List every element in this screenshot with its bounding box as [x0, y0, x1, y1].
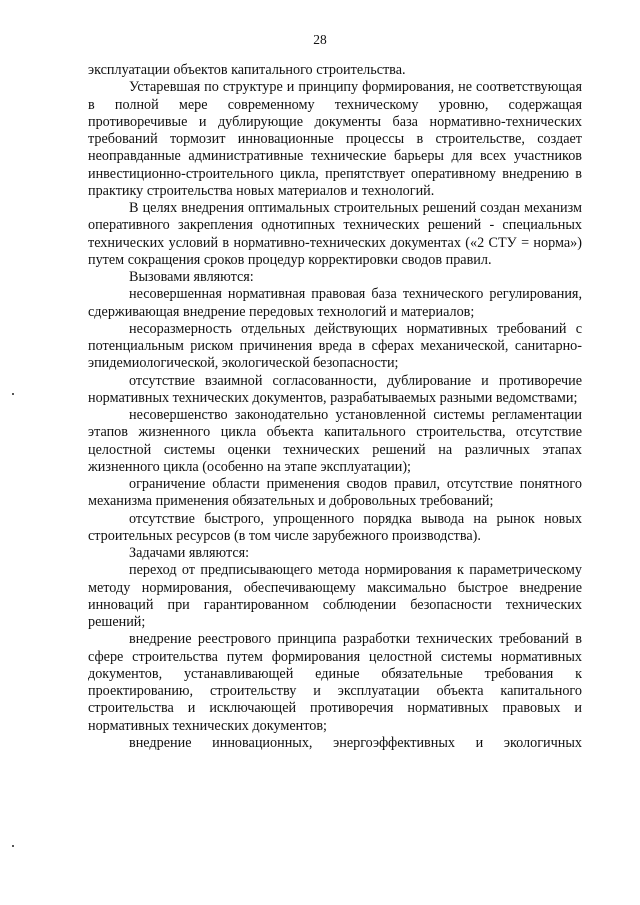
paragraph: переход от предписывающего метода нормирования к параметрическому методу нормирования, обеспечивающему максимально быстрое внедрение инноваций при гарантированном соблюдении безопасности технических решений; — [88, 562, 582, 630]
paragraph: отсутствие быстрого, упрощенного порядка вывода на рынок новых строительных ресурсов (в том числе зарубежного производства). — [88, 510, 582, 544]
paragraph: несоразмерность отдельных действующих нормативных требований с потенциальным риском причинения вреда в сферах механической, санитарно-эпидемиологической, экологической безопасности; — [88, 320, 582, 372]
paragraph: Задачами являются: — [129, 545, 250, 561]
scan-speck — [12, 393, 14, 395]
body-text — [88, 62, 582, 752]
scan-speck — [12, 845, 14, 847]
paragraph: отсутствие взаимной согласованности, дублирование и противоречие нормативных технических документов, разрабатываемых разными ведомствами; — [88, 372, 582, 406]
paragraph: Вызовами являются: — [129, 269, 254, 285]
paragraph: несовершенная нормативная правовая база технического регулирования, сдерживающая внедрение передовых технологий и материалов; — [88, 286, 582, 320]
paragraph: эксплуатации объектов капитального строительства. — [88, 62, 406, 78]
paragraph: В целях внедрения оптимальных строительных решений создан механизм оперативного закрепления однотипных технических решений - специальных технических условий в нормативно-технических документах («2 СТУ = норма») путем сокращения сроков процедур корректировки сводов правил. — [88, 200, 582, 268]
paragraph: ограничение области применения сводов правил, отсутствие понятного механизма применения обязательных и добровольных требований; — [88, 476, 582, 510]
paragraph: внедрение инновационных, энергоэффективных и экологичных — [129, 734, 582, 751]
paragraph: несовершенство законодательно установленной системы регламентации этапов жизненного цикла объекта капитального строительства, отсутствие целостной системы оценки технических решений на различных этапах жизненного цикла (особенно на этапе эксплуатации); — [88, 407, 582, 475]
paragraph: Устаревшая по структуре и принципу формирования, не соответствующая в полной мере современному техническому уровню, содержащая противоречивые и дублирующие документы база нормативно-технических требований тормозит инновационные процессы в строительстве, создает неоправданные административные технические барьеры для всех участников инвестиционно-строительного цикла, препятствует оперативному внедрению в практику строительства новых материалов и технологий. — [88, 79, 582, 199]
page-number: 28 — [313, 32, 327, 47]
paragraph: внедрение реестрового принципа разработки технических требований в сфере строительства путем формирования целостной системы нормативных документов, устанавливающей единые обязательные требования к проектированию, строительству и эксплуатации объекта капитального строительства и исключающей противоречия нормативных правовых и нормативных технических документов; — [88, 631, 582, 734]
